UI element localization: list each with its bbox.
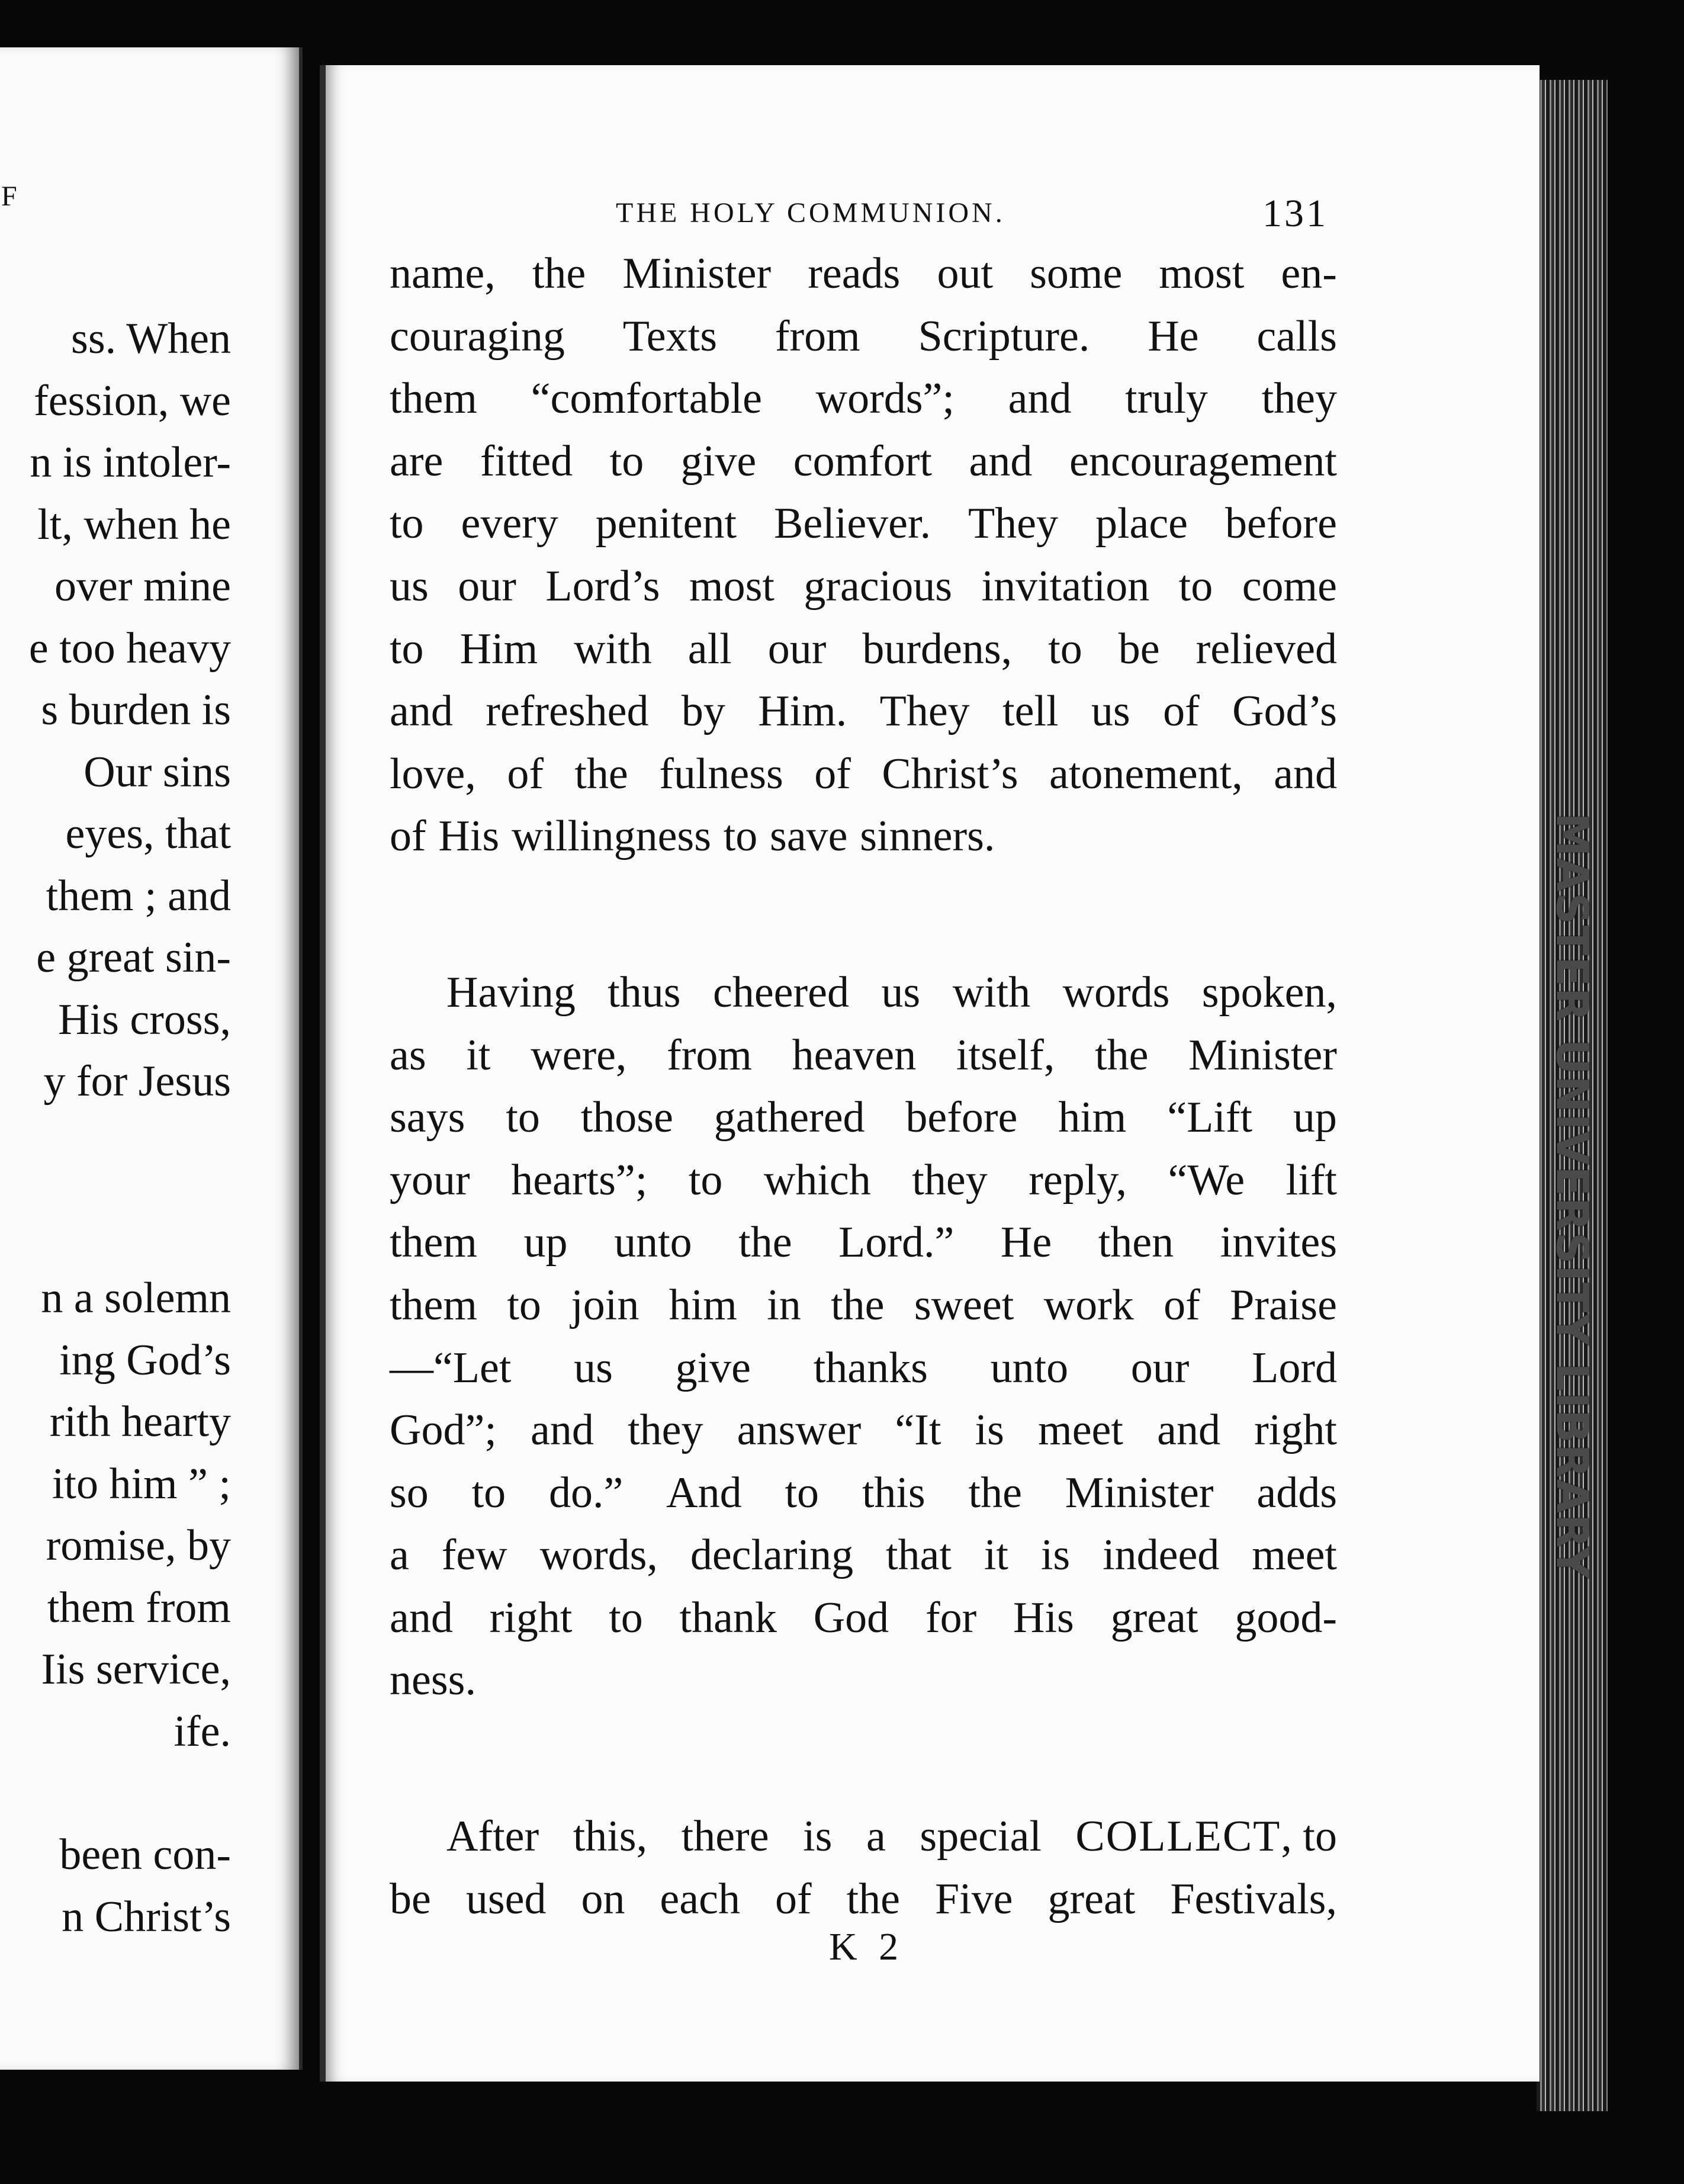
text-line: to Him with all our burdens, to be relieved bbox=[390, 624, 1337, 673]
text-line: ness. bbox=[390, 1656, 476, 1705]
left-page-line: e too heavy bbox=[28, 624, 231, 673]
small-caps-term: COLLECT, to bbox=[1075, 1812, 1337, 1861]
text-line: your hearts”; to which they reply, “We lift bbox=[390, 1155, 1337, 1205]
left-page-line: fession, we bbox=[34, 376, 231, 425]
left-page-header: F bbox=[1, 181, 20, 212]
library-stamp bbox=[1537, 805, 1606, 1587]
left-page-line: n is intoler- bbox=[30, 438, 231, 487]
left-page-line: Our sins bbox=[83, 747, 231, 796]
text-line: as it were, from heaven itself, the Minister bbox=[390, 1030, 1337, 1080]
left-page-line: ing God’s bbox=[59, 1335, 231, 1385]
left-page-line: them from bbox=[47, 1583, 231, 1632]
text-line: be used on each of the Five great Festivals, bbox=[390, 1874, 1337, 1923]
text-line: to every penitent Believer. They place before bbox=[390, 499, 1337, 548]
paragraph-gap bbox=[390, 1712, 1337, 1806]
left-page-line: eyes, that bbox=[65, 810, 231, 858]
text-line: couraging Texts from Scripture. He calls bbox=[390, 311, 1337, 361]
left-page-line: them ; and bbox=[46, 871, 231, 920]
left-page-line: lt, when he bbox=[37, 500, 231, 549]
left-page-line: over mine bbox=[54, 562, 231, 611]
text-line: them “comfortable words”; and truly they bbox=[390, 374, 1337, 423]
text-line: says to those gathered before him “Lift up bbox=[390, 1093, 1337, 1142]
left-page-line: y for Jesus bbox=[43, 1057, 231, 1106]
text-line: —“Let us give thanks unto our Lord bbox=[390, 1343, 1337, 1392]
left-page-line: e great sin- bbox=[36, 933, 231, 982]
left-page-line: Iis service, bbox=[41, 1645, 231, 1694]
text-line: so to do.” And to this the Minister adds bbox=[390, 1468, 1337, 1517]
paragraph-gap bbox=[390, 868, 1337, 962]
text-line: us our Lord’s most gracious invitation to come bbox=[390, 561, 1337, 611]
left-page-line: His cross, bbox=[58, 995, 231, 1044]
text-line-with-small-caps: After this, there is a special COLLECT, to bbox=[390, 1806, 1337, 1868]
text-line: Having thus cheered us with words spoken, bbox=[446, 968, 1337, 1017]
library-stamp-text: MASTER UNIVERSITY LIBRARY bbox=[1546, 812, 1598, 1580]
left-page-line: ife. bbox=[173, 1707, 231, 1756]
left-page-line: ito him ” ; bbox=[52, 1459, 231, 1508]
text-line: love, of the fulness of Christ’s atonement, and bbox=[390, 749, 1337, 798]
signature-mark: K 2 bbox=[829, 1925, 905, 1968]
text-line: God”; and they answer “It is meet and right bbox=[390, 1406, 1337, 1455]
text-line: them to join him in the sweet work of Praise bbox=[390, 1280, 1337, 1329]
text-line: them up unto the Lord.” He then invites bbox=[390, 1218, 1337, 1267]
left-page-line: romise, by bbox=[46, 1521, 231, 1570]
main-page bbox=[320, 65, 1540, 2082]
left-page-line: rith hearty bbox=[49, 1398, 231, 1446]
text-line: and right to thank God for His great good- bbox=[390, 1593, 1337, 1642]
text-line: and refreshed by Him. They tell us of God’s bbox=[390, 687, 1337, 736]
body-text bbox=[390, 243, 1337, 1931]
page-number: 131 bbox=[1262, 192, 1328, 235]
text-line: a few words, declaring that it is indeed meet bbox=[390, 1531, 1337, 1580]
left-page-line: n a solemn bbox=[41, 1274, 231, 1322]
previous-page bbox=[0, 47, 303, 2070]
text-line: name, the Minister reads out some most en- bbox=[390, 249, 1337, 298]
running-head: THE HOLY COMMUNION. bbox=[616, 197, 1005, 229]
left-page-line: s burden is bbox=[41, 686, 231, 734]
text-line: of His willingness to save sinners. bbox=[390, 812, 995, 861]
left-page-line: ss. When bbox=[71, 314, 231, 363]
text-line: are fitted to give comfort and encouragement bbox=[390, 436, 1337, 486]
left-page-line: been con- bbox=[59, 1830, 231, 1879]
left-page-line: n Christ’s bbox=[62, 1893, 231, 1941]
